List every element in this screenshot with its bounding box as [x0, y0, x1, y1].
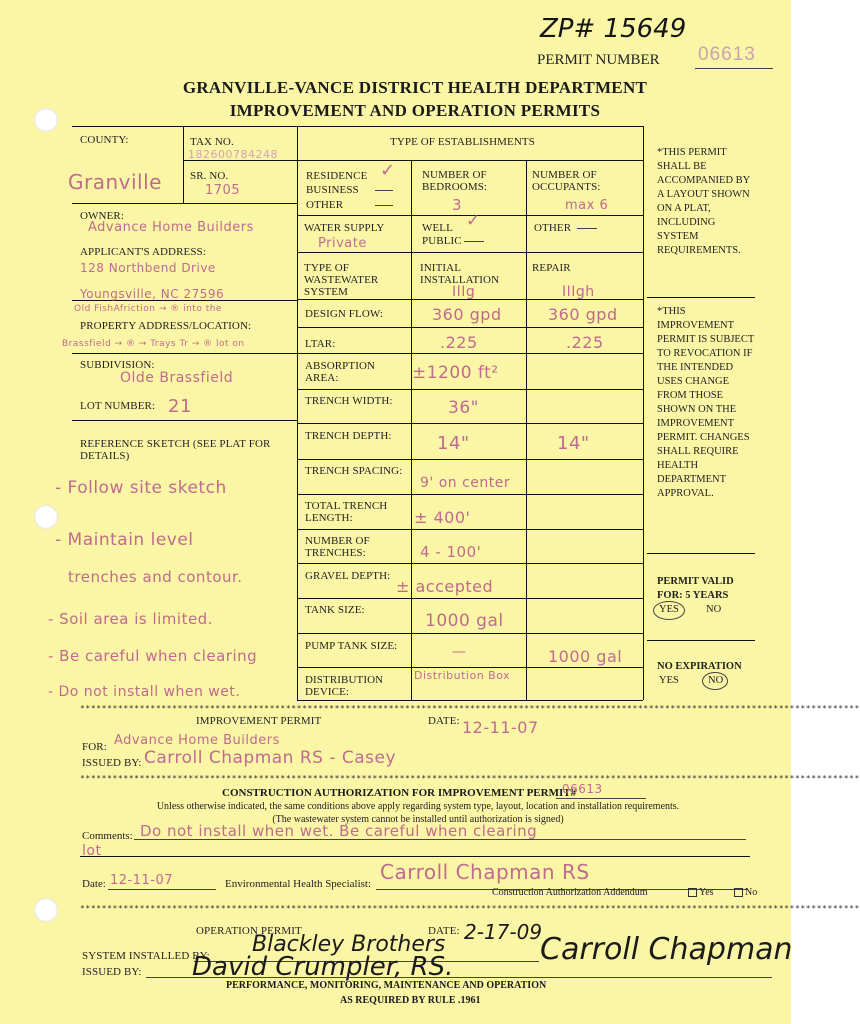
sr-no-label: SR. NO.	[190, 170, 229, 182]
system-row-initial: ± 400'	[414, 508, 471, 527]
separator-stars: ************************************************************************************************************************************************	[80, 704, 860, 713]
applicant-address-line2: Youngsville, NC 27596	[80, 287, 225, 301]
system-row-repair: 1000 gal	[548, 647, 623, 666]
operation-issued-by-label: ISSUED BY:	[82, 966, 142, 978]
table-border-top	[72, 126, 644, 127]
yes-circle-icon	[653, 601, 685, 620]
table-divider	[526, 160, 527, 700]
sketch-note: - Maintain level	[55, 530, 194, 550]
initial-installation-value: IIIg	[452, 284, 476, 300]
sketch-note: - Follow site sketch	[55, 478, 227, 498]
separator-stars: ************************************************************************************************************************************************	[80, 774, 860, 783]
tax-no-value: 182600784248	[188, 148, 278, 161]
system-row-label: TRENCH WIDTH:	[305, 395, 393, 407]
system-row-repair: 14"	[557, 433, 590, 454]
table-divider	[643, 126, 644, 700]
permit-number-underline	[695, 68, 773, 69]
addendum-yes-checkbox[interactable]	[688, 888, 697, 897]
sketch-note: trenches and contour.	[68, 568, 243, 586]
construction-date-value: 12-11-07	[110, 873, 174, 888]
layout-note: *THIS PERMIT SHALL BE ACCOMPANIED BY A LAYOUT SHOWN ON A PLAT, INCLUDING SYSTEM REQUIREMENTS.	[657, 147, 750, 256]
permit-valid-no: NO	[706, 604, 722, 615]
lot-number-label: LOT NUMBER:	[80, 400, 156, 412]
system-row-label: LTAR:	[305, 338, 336, 350]
addendum-yes-label: Yes	[699, 887, 714, 898]
installed-by-label: SYSTEM INSTALLED BY:	[82, 950, 210, 962]
addendum-no-checkbox[interactable]	[734, 888, 743, 897]
lot-number-value: 21	[168, 396, 192, 417]
comments-line2: lot	[82, 843, 102, 859]
property-address-label: PROPERTY ADDRESS/LOCATION:	[80, 320, 252, 332]
system-row-initial: —	[452, 644, 467, 660]
county-label: COUNTY:	[80, 134, 129, 146]
construction-date-label: Date:	[82, 878, 106, 890]
system-row-initial: 14"	[437, 433, 470, 454]
permit-valid-label: PERMIT VALID FOR: 5 YEARS	[657, 576, 734, 601]
system-row-initial: Distribution Box	[414, 669, 511, 682]
wastewater-note: (The wastewater system cannot be installed until authorization is signed)	[272, 814, 564, 825]
installed-by-value: Blackley Brothers	[252, 932, 446, 957]
system-row-label: DISTRIBUTION DEVICE:	[305, 674, 384, 698]
subdivision-label: SUBDIVISION:	[80, 359, 155, 371]
sr-no-value: 1705	[205, 183, 241, 198]
punch-hole	[34, 898, 58, 922]
initial-installation-label: INITIAL INSTALLATION	[420, 262, 500, 286]
for-value: Advance Home Builders	[114, 733, 280, 748]
system-row-initial: ± accepted	[396, 577, 494, 596]
establishment-type-header: TYPE OF ESTABLISHMENTS	[390, 136, 535, 148]
sketch-note: - Be careful when clearing	[48, 647, 258, 665]
comments-label: Comments:	[82, 830, 133, 842]
operation-date-value: 2-17-09	[464, 920, 543, 944]
system-row-repair: .225	[566, 333, 604, 352]
operation-issued-by-value: David Crumpler, RS.	[192, 952, 454, 982]
applicant-address-line1: 128 Northbend Drive	[80, 261, 216, 275]
water-supply-value: Private	[318, 236, 367, 251]
tax-no-label: TAX NO.	[190, 136, 234, 148]
well-check-icon: ✓	[466, 211, 481, 231]
wastewater-label: TYPE OF WASTEWATER SYSTEM	[304, 262, 379, 298]
owner-value: Advance Home Builders	[88, 220, 254, 235]
repair-label: REPAIR	[532, 262, 571, 274]
property-note-top: Old FishAfriction → ® into the	[74, 304, 222, 314]
sketch-note: - Do not install when wet.	[48, 684, 241, 700]
table-divider	[297, 126, 298, 700]
construction-permit-value: 06613	[562, 782, 603, 796]
well-label: WELL	[422, 222, 453, 234]
reference-sketch-label: REFERENCE SKETCH (SEE PLAT FOR DETAILS)	[80, 438, 271, 462]
department-title: GRANVILLE-VANCE DISTRICT HEALTH DEPARTMENT	[182, 78, 648, 97]
conditions-text: Unless otherwise indicated, the same conditions above apply regarding system type, layout, location and installation requirements.	[156, 801, 680, 812]
permit-valid-yes: YES	[659, 604, 679, 615]
system-row-initial: 4 - 100'	[420, 543, 482, 561]
no-expiration-yes: YES	[659, 675, 679, 686]
sketch-note: - Soil area is limited.	[48, 610, 213, 628]
footer-line1: PERFORMANCE, MONITORING, MAINTENANCE AND OPERATION	[226, 980, 547, 991]
punch-hole	[34, 505, 58, 529]
bedrooms-value: 3	[452, 196, 463, 214]
system-row-initial: 360 gpd	[432, 305, 502, 324]
permit-number-value: 06613	[698, 44, 756, 65]
business-label: BUSINESS	[306, 184, 359, 196]
property-note-bottom: Brassfield → ® → Trays Tr → ® lot on	[62, 339, 245, 349]
subdivision-value: Olde Brassfield	[120, 370, 234, 386]
bedrooms-label: NUMBER OF BEDROOMS:	[422, 169, 488, 193]
improvement-date-value: 12-11-07	[462, 718, 539, 737]
system-row-initial: 1000 gal	[425, 611, 504, 631]
separator-stars: ************************************************************************************************************************************************	[80, 904, 860, 913]
other2-label: OTHER	[534, 222, 572, 234]
owner-label: OWNER:	[80, 210, 124, 222]
system-row-initial: 9' on center	[420, 475, 511, 491]
repair-value: IIIgh	[562, 284, 595, 300]
public-label: PUBLIC	[422, 235, 462, 247]
operation-signature: Carroll Chapman	[540, 932, 793, 967]
system-row-initial: ±1200 ft²	[412, 363, 499, 383]
occupants-value: max 6	[565, 198, 609, 213]
specialist-label: Environmental Health Specialist:	[225, 878, 372, 890]
operation-permit-title: OPERATION PERMIT	[196, 925, 302, 937]
applicant-address-label: APPLICANT'S ADDRESS:	[80, 246, 206, 258]
comments-line1: Do not install when wet. Be careful when clearing	[140, 822, 538, 840]
no-circle-icon	[702, 672, 728, 690]
system-row-label: TRENCH SPACING:	[305, 465, 403, 477]
system-row-initial: .225	[440, 333, 478, 352]
system-row-label: GRAVEL DEPTH:	[305, 570, 391, 582]
operation-date-label: DATE:	[428, 925, 460, 937]
system-row-initial: 36"	[448, 398, 479, 418]
addendum-label: Construction Authorization Addendum	[492, 887, 648, 898]
issued-by-value: Carroll Chapman RS - Casey	[144, 748, 397, 768]
table-divider	[411, 160, 412, 700]
residence-label: RESIDENCE	[306, 170, 368, 182]
for-label: FOR:	[82, 741, 107, 753]
county-value: Granville	[68, 170, 162, 194]
improvement-permit-title: IMPROVEMENT PERMIT	[196, 715, 322, 727]
system-row-label: ABSORPTION AREA:	[305, 360, 376, 384]
system-row-label: TRENCH DEPTH:	[305, 430, 392, 442]
punch-hole	[34, 108, 58, 132]
occupants-label: NUMBER OF OCCUPANTS:	[532, 169, 601, 193]
system-row-label: TANK SIZE:	[305, 604, 365, 616]
system-row-label: DESIGN FLOW:	[305, 308, 384, 320]
revocation-note: *THIS IMPROVEMENT PERMIT IS SUBJECT TO REVOCATION IF THE INTENDED USES CHANGE FROM THOSE SHOWN ON THE IMPROVEMENT PERMIT. CHANGES SHALL REQUIRE HEALTH DEPARTMENT APPROVAL.	[657, 306, 755, 499]
issued-by-label: ISSUED BY:	[82, 757, 142, 769]
addendum-no-label: No	[745, 887, 758, 898]
system-row-label: PUMP TANK SIZE:	[305, 640, 398, 652]
zp-number: ZP# 15649	[540, 14, 687, 44]
table-divider	[183, 126, 184, 203]
system-row-label: TOTAL TRENCH LENGTH:	[305, 500, 388, 524]
system-row-repair: 360 gpd	[548, 305, 618, 324]
no-expiration-label: NO EXPIRATION	[657, 661, 742, 672]
residence-check-icon: ✓	[380, 160, 396, 181]
system-row-label: NUMBER OF TRENCHES:	[305, 535, 370, 559]
construction-title: CONSTRUCTION AUTHORIZATION FOR IMPROVEMENT PERMIT#	[222, 787, 577, 799]
other-label: OTHER	[306, 199, 344, 211]
permits-subtitle: IMPROVEMENT AND OPERATION PERMITS	[229, 101, 601, 120]
water-supply-label: WATER SUPPLY	[304, 222, 385, 234]
permit-number-label: PERMIT NUMBER	[537, 52, 660, 68]
footer-line2: AS REQUIRED BY RULE .1961	[340, 995, 481, 1006]
specialist-value: Carroll Chapman RS	[380, 860, 590, 884]
no-expiration-no: NO	[708, 675, 724, 686]
improvement-date-label: DATE:	[428, 715, 460, 727]
